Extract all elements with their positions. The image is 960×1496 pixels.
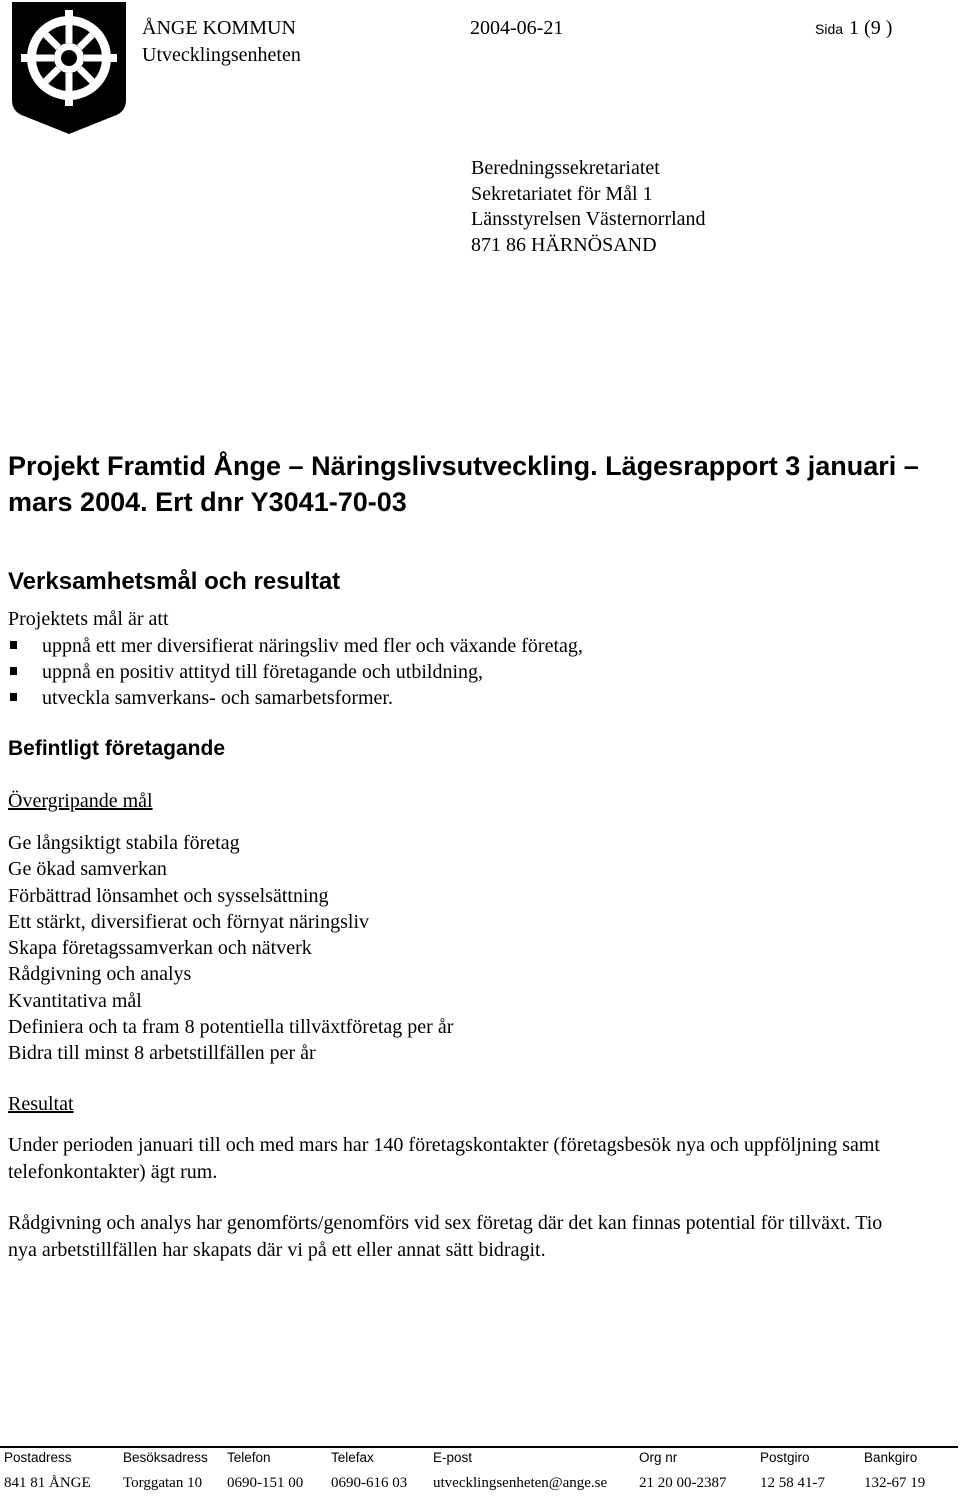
list-item: Kvantitativa mål: [8, 989, 142, 1012]
list-item: Skapa företagssamverkan och nätverk: [8, 937, 312, 960]
footer-label: Postadress: [4, 1450, 72, 1465]
overall-goals-list: [8, 830, 453, 1067]
footer-org-number: 21 20 00-2387: [639, 1475, 727, 1491]
footer-label: Besöksadress: [123, 1450, 208, 1465]
footer-label: Org nr: [639, 1450, 678, 1465]
department-name: Utvecklingsenheten: [142, 44, 301, 66]
list-item: Ge ökad samverkan: [8, 858, 167, 881]
document-date: 2004-06-21: [470, 17, 564, 39]
footer-label: E-post: [433, 1450, 473, 1465]
footer-postal-address: 841 81 ÅNGE: [4, 1475, 91, 1491]
list-item: Definiera och ta fram 8 potentiella tillväxtföretag per år: [8, 1016, 454, 1039]
list-item: uppnå ett mer diversifierat näringsliv med fler och växande företag,: [8, 633, 583, 659]
footer-visiting-address: Torggatan 10: [123, 1475, 203, 1491]
list-item: Förbättrad lönsamhet och sysselsättning: [8, 884, 329, 907]
overall-goals-heading: Övergripande mål: [8, 790, 153, 812]
bullet-icon: [10, 641, 17, 649]
coat-of-arms-logo: [10, 0, 128, 136]
recipient-line: 871 86 HÄRNÖSAND: [471, 233, 657, 256]
footer-label: Postgiro: [760, 1450, 810, 1465]
footer-email: utvecklingsenheten@ange.se: [433, 1475, 608, 1491]
footer-label: Telefax: [331, 1450, 374, 1465]
page-number: 1 (9 ): [849, 17, 893, 39]
existing-business-heading: Befintligt företagande: [8, 737, 226, 760]
organization-name: ÅNGE KOMMUN: [142, 17, 296, 39]
list-item: Bidra till minst 8 arbetstillfällen per år: [8, 1042, 316, 1065]
result-paragraph: Rådgivning och analys har genomförts/genomförs vid sex företag där det kan finnas potential för tillväxt. Tio nya arbetstillfällen har skapats där vi på ett eller annat sätt bidragit.: [8, 1212, 883, 1261]
page-label: Sida: [815, 21, 844, 37]
recipient-address: [471, 156, 706, 258]
recipient-line: Länsstyrelsen Västernorrland: [471, 208, 706, 230]
bullet-icon: [10, 693, 17, 701]
list-item: Rådgivning och analys: [8, 963, 192, 986]
footer-phone: 0690-151 00: [227, 1475, 304, 1491]
footer-label: Telefon: [227, 1450, 271, 1465]
result-heading: Resultat: [8, 1093, 74, 1115]
recipient-line: Sekretariatet för Mål 1: [471, 182, 653, 205]
result-paragraph: Under perioden januari till och med mars har 140 företagskontakter (företagsbesök nya och uppföljning samt telefonkontakter) ägt rum.: [8, 1134, 880, 1183]
recipient-line: Beredningssekretariatet: [471, 157, 660, 179]
footer-fax: 0690-616 03: [331, 1475, 408, 1491]
footer-divider: [0, 1446, 958, 1448]
footer-label: Bankgiro: [864, 1450, 918, 1465]
goals-intro: Projektets mål är att: [8, 608, 169, 630]
goals-bullet-list: [8, 633, 583, 711]
list-item: Ge långsiktigt stabila företag: [8, 832, 240, 854]
goals-heading: Verksamhetsmål och resultat: [8, 568, 341, 595]
list-item: uppnå en positiv attityd till företagande och utbildning,: [8, 659, 583, 685]
footer-bankgiro: 132-67 19: [864, 1475, 926, 1491]
page-indicator: [815, 17, 892, 40]
list-item: utveckla samverkans- och samarbetsformer.: [8, 685, 583, 711]
footer-postgiro: 12 58 41-7: [760, 1475, 825, 1491]
document-title: Projekt Framtid Ånge – Näringslivsutveckling. Lägesrapport 3 januari – mars 2004. Ert dnr Y3041-70-03: [8, 451, 919, 517]
bullet-icon: [10, 667, 17, 675]
list-item: Ett stärkt, diversifierat och förnyat näringsliv: [8, 910, 370, 933]
